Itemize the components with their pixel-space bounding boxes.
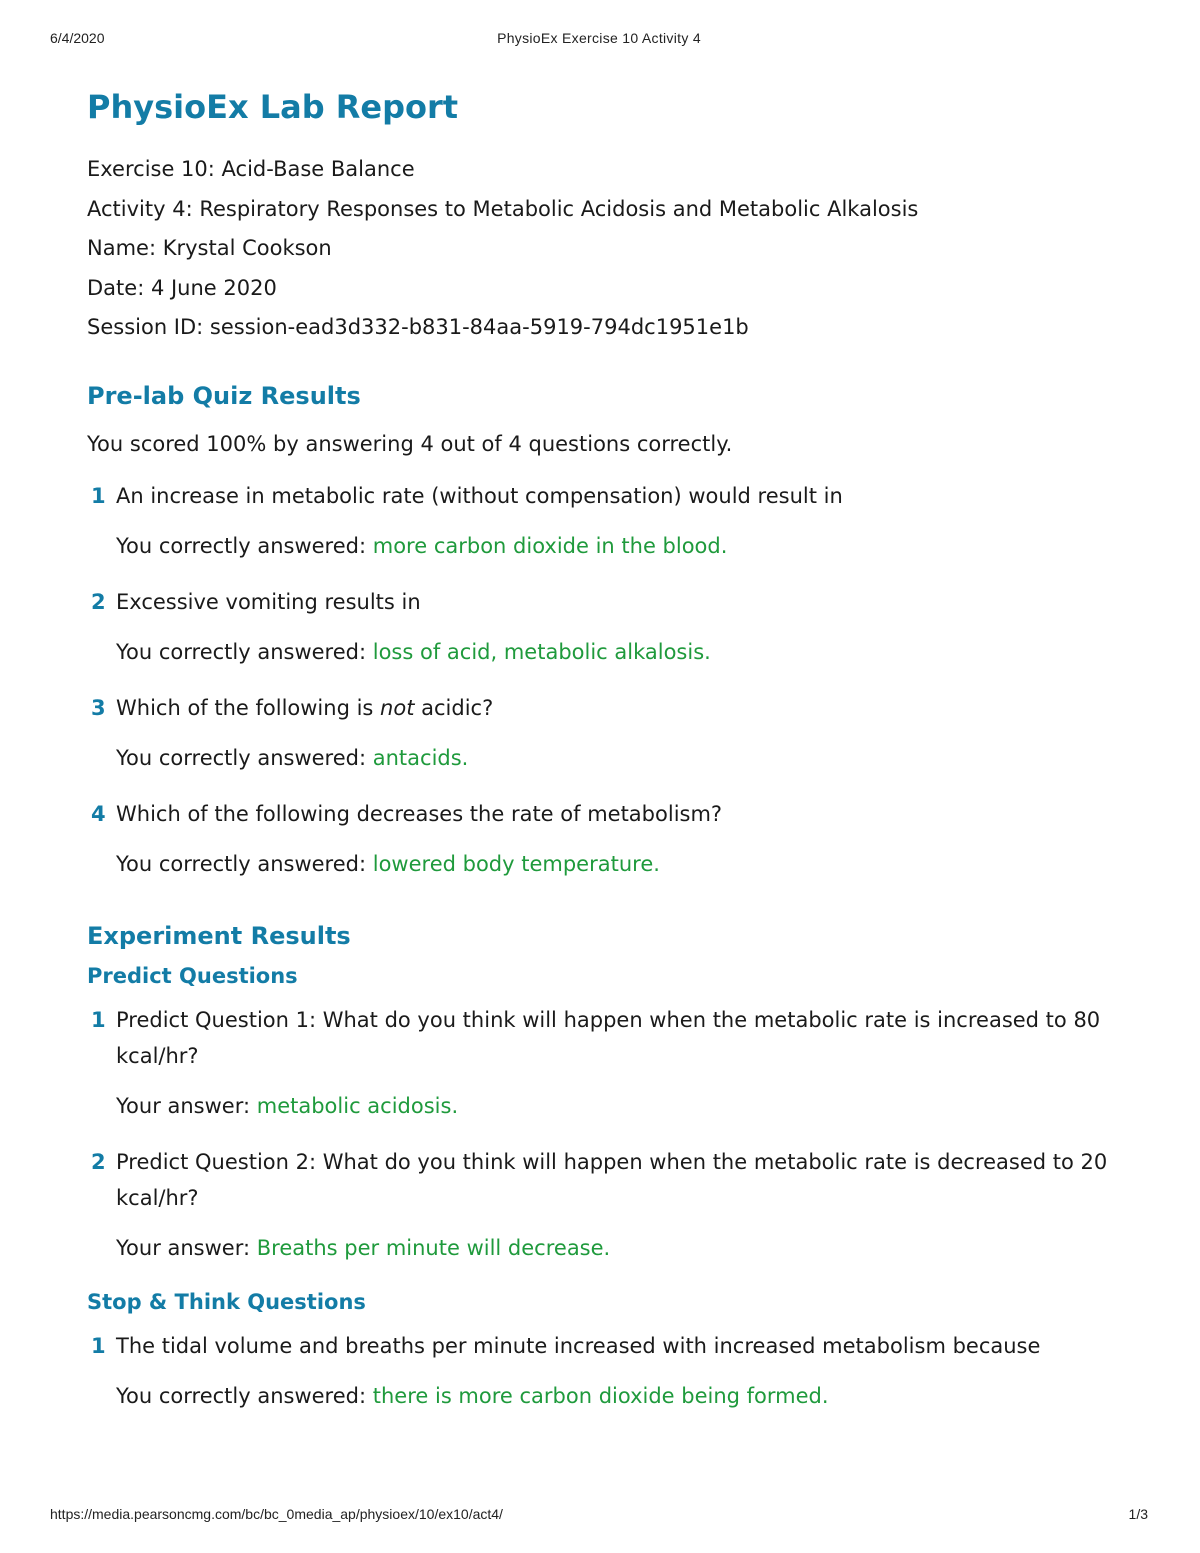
question-text: Which of the following decreases the rate of metabolism?: [116, 801, 723, 826]
answer-prefix: You correctly answered:: [116, 1383, 367, 1408]
prelab-answer-1: [87, 530, 1127, 562]
answer-text: metabolic acidosis.: [256, 1093, 459, 1118]
answer-text: Breaths per minute will decrease.: [256, 1235, 611, 1260]
page-url: https://media.pearsoncmg.com/bc/bc_0media_ap/physioex/10/ex10/act4/: [50, 1506, 503, 1522]
date-line: Date: 4 June 2020: [87, 275, 277, 300]
question-text-emphasis: not: [380, 695, 415, 720]
report-title: PhysioEx Lab Report: [87, 88, 459, 126]
question-number: 2: [91, 1149, 106, 1174]
predict-question-2: [87, 1144, 1127, 1216]
predict-heading: Predict Questions: [87, 963, 298, 988]
answer-text: antacids.: [372, 745, 469, 770]
question-number: 3: [91, 695, 106, 720]
print-title: PhysioEx Exercise 10 Activity 4: [497, 30, 701, 46]
print-footer: [50, 1506, 1148, 1522]
prelab-answer-2: [87, 636, 1127, 668]
answer-prefix: You correctly answered:: [116, 639, 367, 664]
page-number: 1/3: [1128, 1506, 1148, 1522]
question-text: The tidal volume and breaths per minute increased with increased metabolism because: [116, 1333, 1041, 1358]
question-text: Predict Question 1: What do you think will happen when the metabolic rate is increased to 80 kcal/hr?: [116, 1007, 1101, 1068]
stop-think-heading: Stop & Think Questions: [87, 1289, 366, 1314]
prelab-question-4: [87, 796, 1127, 832]
question-number: 2: [91, 589, 106, 614]
predict-answer-1: [87, 1090, 1127, 1122]
print-header: [50, 30, 1148, 46]
answer-prefix: Your answer:: [116, 1093, 251, 1118]
question-text-start: Which of the following is: [116, 695, 374, 720]
exercise-line: Exercise 10: Acid-Base Balance: [87, 157, 415, 181]
session-line: Session ID: session-ead3d332-b831-84aa-5919-794dc1951e1b: [87, 315, 749, 339]
answer-prefix: You correctly answered:: [116, 533, 367, 558]
answer-text: more carbon dioxide in the blood.: [372, 533, 728, 558]
activity-line: Activity 4: Respiratory Responses to Metabolic Acidosis and Metabolic Alkalosis: [87, 196, 919, 221]
stop-think-question-1: [87, 1328, 1127, 1364]
lab-report: [87, 84, 1127, 1412]
question-text: An increase in metabolic rate (without compensation) would result in: [116, 483, 843, 508]
prelab-question-1: [87, 478, 1127, 514]
prelab-question-2: [87, 584, 1127, 620]
answer-prefix: You correctly answered:: [116, 851, 367, 876]
question-number: 1: [91, 1007, 106, 1032]
question-number: 4: [91, 801, 106, 826]
question-text-end: acidic?: [421, 695, 494, 720]
experiment-heading: Experiment Results: [87, 921, 351, 950]
question-number: 1: [91, 1333, 106, 1358]
prelab-answer-4: [87, 848, 1127, 880]
predict-question-1: [87, 1002, 1127, 1074]
prelab-score: You scored 100% by answering 4 out of 4 questions correctly.: [87, 431, 733, 456]
answer-text: there is more carbon dioxide being formed.: [372, 1383, 829, 1408]
stop-think-answer-1: [87, 1380, 1127, 1412]
prelab-question-3: [87, 690, 1127, 726]
prelab-heading: Pre-lab Quiz Results: [87, 381, 361, 410]
answer-text: loss of acid, metabolic alkalosis.: [372, 639, 711, 664]
print-date: 6/4/2020: [50, 30, 105, 46]
report-meta: [87, 150, 1127, 348]
answer-text: lowered body temperature.: [372, 851, 660, 876]
answer-prefix: Your answer:: [116, 1235, 251, 1260]
question-text: Predict Question 2: What do you think will happen when the metabolic rate is decreased to 20 kcal/hr?: [116, 1149, 1108, 1210]
question-text: Excessive vomiting results in: [116, 589, 421, 614]
prelab-answer-3: [87, 742, 1127, 774]
predict-answer-2: [87, 1232, 1127, 1264]
name-line: Name: Krystal Cookson: [87, 236, 332, 260]
question-number: 1: [91, 483, 106, 508]
answer-prefix: You correctly answered:: [116, 745, 367, 770]
